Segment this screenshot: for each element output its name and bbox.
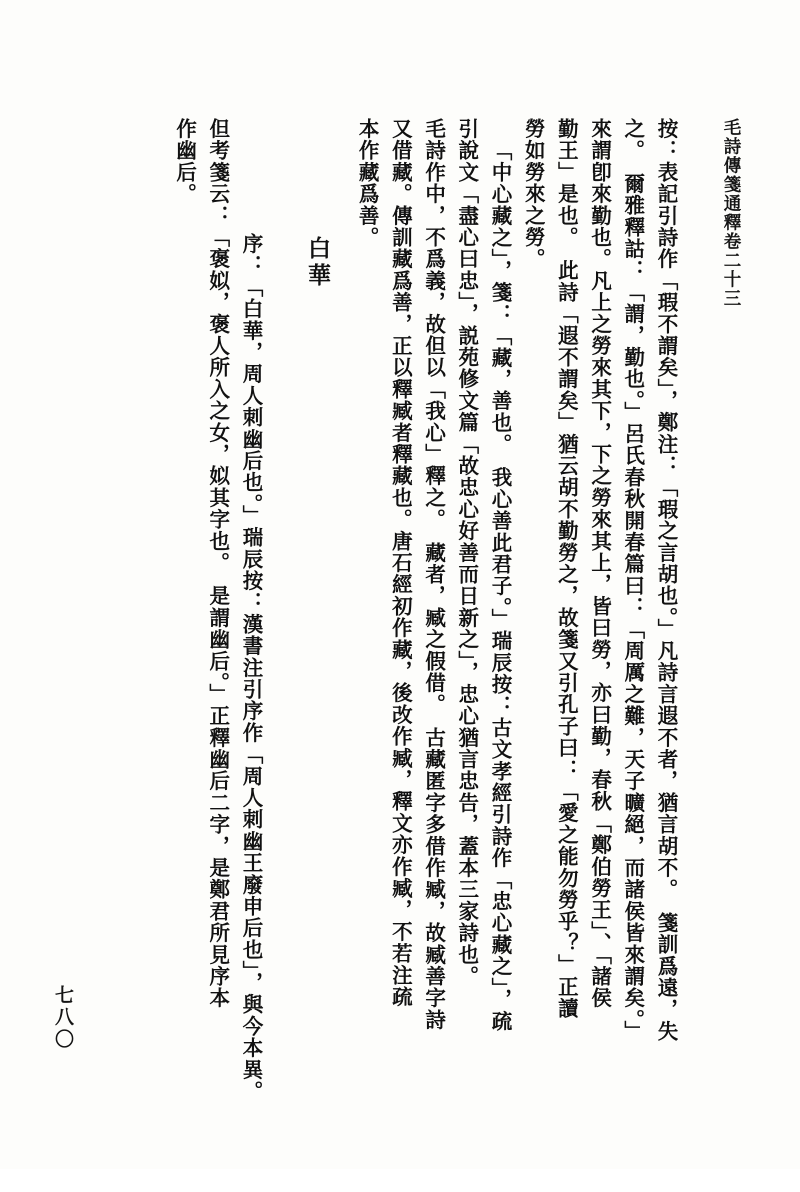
text-column: 作幽后。 — [172, 118, 197, 205]
text-column: 序：「白華，周人刺幽后也。」瑞辰按：漢書注引序作「周人刺幽王廢申后也」，與今本異。 — [238, 233, 263, 1103]
text-column: 但考箋云：「褒姒，褒人所入之女，姒其字也。 是謂幽后。」正釋幽后二字，是鄭君所見序本 — [205, 118, 230, 1009]
text-column: 之。 爾雅釋詁：「謂，勤也。」呂氏春秋開春篇曰：「周厲之難，天子曠絕，而諸侯皆來謂矣。」 — [620, 118, 645, 1043]
section-title: 白華 — [303, 236, 331, 290]
vertical-text-body — [118, 118, 682, 1103]
text-column: 本作藏爲善。 — [355, 118, 380, 249]
page-number: 七八〇 — [52, 985, 74, 1051]
text-column: 「中心藏之」，箋：「藏，善也。 我心善此君子。」瑞辰按：古文孝經引詩作「忠心藏之」，疏 — [487, 140, 512, 1033]
running-head: 毛詩傳箋通釋卷二十三 — [721, 118, 741, 308]
text-column: 又借藏。傳訓藏爲善，正以釋臧者釋藏也。唐石經初作藏，後改作臧，釋文亦作臧，不若注疏 — [388, 118, 413, 1008]
column-gap — [334, 118, 350, 119]
text-column: 勤王」是也。 此詩「遐不謂矣」猶云胡不勤勞之，故箋又引孔子曰：「愛之能勿勞乎？」正讀 — [554, 118, 579, 1020]
text-column: 按：表記引詩作「瑕不謂矣」，鄭注：「瑕之言胡也。」凡詩言遐不者，猶言胡不。 箋訓爲遠，失 — [654, 118, 678, 1043]
text-column: 來謂卽來勤也。凡上之勞來其下，下之勞來其上，皆曰勞，亦曰勤，春秋「鄭伯勞王」、「諸侯 — [587, 118, 612, 1009]
text-column: 引說文「盡心曰忠」，説苑修文篇「故忠心好善而日新之」，忠心猶言忠告，蓋本三家詩也。 — [454, 118, 479, 988]
column-gap — [267, 118, 301, 119]
text-column: 毛詩作中，不爲義，故但以「我心」釋之。 藏者，臧之假借。 古藏匿字多借作臧，故臧善字詩 — [421, 118, 446, 1031]
text-column: 勞如勞來之勞。 — [521, 118, 546, 270]
